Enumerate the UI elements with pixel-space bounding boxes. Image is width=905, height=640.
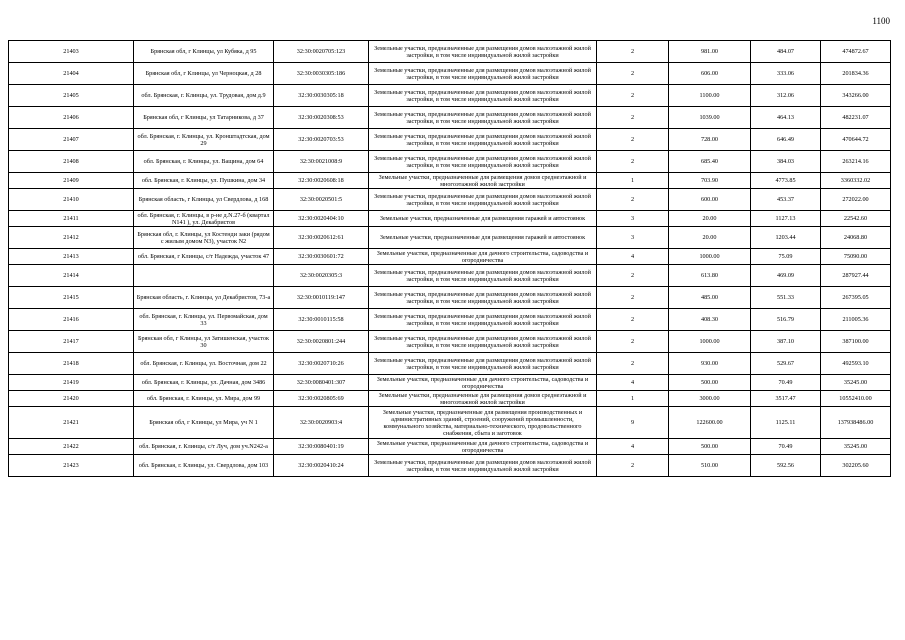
- specific-value-cell: 469.09: [751, 265, 821, 287]
- cadastral-number-cell: 32:30:0020404:10: [274, 211, 369, 227]
- land-use-cell: Земельные участки, предназначенные для размещения домов среднеэтажной и многоэтажной жилой застройки: [369, 173, 597, 189]
- land-use-cell: Земельные участки, предназначенные для размещения домов малоэтажной жилой застройки, в том числе индивидуальной жилой застройки: [369, 107, 597, 129]
- specific-value-cell: 75.09: [751, 249, 821, 265]
- specific-value-cell: 592.56: [751, 455, 821, 477]
- land-use-cell: Земельные участки, предназначенные для размещения домов малоэтажной жилой застройки, в том числе индивидуальной жилой застройки: [369, 41, 597, 63]
- address-cell: обл. Брянская, г. Клинцы, с/т Луч, дом уч.N242-а: [134, 439, 274, 455]
- row-number-cell: 21417: [9, 331, 134, 353]
- specific-value-cell: 646.49: [751, 129, 821, 151]
- row-number-cell: 21409: [9, 173, 134, 189]
- table-row: [9, 211, 891, 227]
- area-cell: 685.40: [669, 151, 751, 173]
- area-cell: 703.90: [669, 173, 751, 189]
- area-cell: 20.00: [669, 227, 751, 249]
- row-number-cell: 21419: [9, 375, 134, 391]
- area-cell: 981.00: [669, 41, 751, 63]
- area-cell: 500.00: [669, 439, 751, 455]
- specific-value-cell: 384.03: [751, 151, 821, 173]
- group-cell: 2: [597, 265, 669, 287]
- land-use-cell: Земельные участки, предназначенные для размещения домов среднеэтажной и многоэтажной жилой застройки: [369, 391, 597, 407]
- cadastral-value-cell: 75090.00: [821, 249, 891, 265]
- table-row: [9, 85, 891, 107]
- cadastral-number-cell: 32:30:0020501:5: [274, 189, 369, 211]
- group-cell: 1: [597, 391, 669, 407]
- cadastral-number-cell: 32:30:0020308:53: [274, 107, 369, 129]
- area-cell: 122600.00: [669, 407, 751, 439]
- group-cell: 1: [597, 173, 669, 189]
- group-cell: 4: [597, 439, 669, 455]
- group-cell: 3: [597, 227, 669, 249]
- land-use-cell: Земельные участки, предназначенные для размещения домов малоэтажной жилой застройки, в том числе индивидуальной жилой застройки: [369, 189, 597, 211]
- address-cell: Брянская обл, г Клинцы, ул Черноцкая, д 28: [134, 63, 274, 85]
- specific-value-cell: 484.07: [751, 41, 821, 63]
- cadastral-number-cell: 32:30:0030305:18: [274, 85, 369, 107]
- address-cell: обл. Брянская, г. Клинцы, ул. Ващина, дом 64: [134, 151, 274, 173]
- table-row: [9, 249, 891, 265]
- address-cell: обл. Брянская, г. Клинцы, ул. Трудовая, дом д.9: [134, 85, 274, 107]
- table-row: [9, 439, 891, 455]
- specific-value-cell: 529.67: [751, 353, 821, 375]
- group-cell: 4: [597, 249, 669, 265]
- specific-value-cell: 333.06: [751, 63, 821, 85]
- cadastral-number-cell: 32:30:0030305:186: [274, 63, 369, 85]
- cadastral-value-cell: 24068.80: [821, 227, 891, 249]
- table-row: [9, 189, 891, 211]
- group-cell: 2: [597, 129, 669, 151]
- table-row: [9, 391, 891, 407]
- specific-value-cell: 4773.85: [751, 173, 821, 189]
- cadastral-value-cell: 272022.00: [821, 189, 891, 211]
- area-cell: 408.30: [669, 309, 751, 331]
- cadastral-value-cell: 3360332.02: [821, 173, 891, 189]
- group-cell: 2: [597, 107, 669, 129]
- land-use-cell: Земельные участки, предназначенные для размещения домов малоэтажной жилой застройки, в том числе индивидуальной жилой застройки: [369, 129, 597, 151]
- group-cell: 3: [597, 211, 669, 227]
- cadastral-value-cell: 387100.00: [821, 331, 891, 353]
- area-cell: 3000.00: [669, 391, 751, 407]
- address-cell: Брянская обл, г Клинцы, ул Затишенская, участок 30: [134, 331, 274, 353]
- address-cell: обл. Брянская, г Клинцы, с/т Надежда, участок 47: [134, 249, 274, 265]
- specific-value-cell: 1125.11: [751, 407, 821, 439]
- land-use-cell: Земельные участки, предназначенные для размещения домов малоэтажной жилой застройки, в том числе индивидуальной жилой застройки: [369, 455, 597, 477]
- cadastral-value-cell: 35245.00: [821, 375, 891, 391]
- cadastral-number-cell: 32:30:0020801:244: [274, 331, 369, 353]
- cadastral-value-cell: 302205.60: [821, 455, 891, 477]
- area-cell: 930.00: [669, 353, 751, 375]
- group-cell: 2: [597, 85, 669, 107]
- row-number-cell: 21408: [9, 151, 134, 173]
- area-cell: 1000.00: [669, 331, 751, 353]
- area-cell: 728.00: [669, 129, 751, 151]
- area-cell: 510.00: [669, 455, 751, 477]
- land-use-cell: Земельные участки, предназначенные для размещения домов малоэтажной жилой застройки, в том числе индивидуальной жилой застройки: [369, 151, 597, 173]
- group-cell: 2: [597, 309, 669, 331]
- land-use-cell: Земельные участки, предназначенные для размещения гаражей и автостоянок: [369, 211, 597, 227]
- cadastral-number-cell: 32:30:0020705:123: [274, 41, 369, 63]
- land-use-cell: Земельные участки, предназначенные для размещения домов малоэтажной жилой застройки, в том числе индивидуальной жилой застройки: [369, 63, 597, 85]
- group-cell: 2: [597, 455, 669, 477]
- cadastral-number-cell: 32:30:0020903:4: [274, 407, 369, 439]
- address-cell: обл. Брянская, г. Клинцы, ул. Восточная, дом 22: [134, 353, 274, 375]
- cadastral-number-cell: 32:30:0020612:61: [274, 227, 369, 249]
- address-cell: Брянская обл, г Клинцы, ул Кубяка, д 95: [134, 41, 274, 63]
- cadastral-number-cell: 32:30:0030601:72: [274, 249, 369, 265]
- address-cell: обл. Брянская, г. Клинцы, ул. Мира, дом 99: [134, 391, 274, 407]
- address-cell: обл. Брянская, г. Клинцы, в р-не д.N.27-б (квартал N141 ), ул. Декабристов: [134, 211, 274, 227]
- cadastral-value-cell: 10552410.00: [821, 391, 891, 407]
- area-cell: 485.00: [669, 287, 751, 309]
- table-row: [9, 407, 891, 439]
- specific-value-cell: 1127.13: [751, 211, 821, 227]
- table-row: [9, 309, 891, 331]
- row-number-cell: 21412: [9, 227, 134, 249]
- land-use-cell: Земельные участки, предназначенные для дачного строительства, садоводства и огородничества: [369, 249, 597, 265]
- address-cell: обл. Брянская, г. Клинцы, ул. Дачная, дом 3486: [134, 375, 274, 391]
- table-row: [9, 41, 891, 63]
- cadastral-value-cell: 137938486.00: [821, 407, 891, 439]
- table-row: [9, 173, 891, 189]
- specific-value-cell: 1203.44: [751, 227, 821, 249]
- row-number-cell: 21405: [9, 85, 134, 107]
- area-cell: 20.00: [669, 211, 751, 227]
- row-number-cell: 21403: [9, 41, 134, 63]
- row-number-cell: 21421: [9, 407, 134, 439]
- land-use-cell: Земельные участки, предназначенные для размещения гаражей и автостоянок: [369, 227, 597, 249]
- group-cell: 2: [597, 287, 669, 309]
- row-number-cell: 21418: [9, 353, 134, 375]
- cadastral-number-cell: 32:30:0020805:69: [274, 391, 369, 407]
- address-cell: обл. Брянская, г. Клинцы, ул. Свердлова, дом 103: [134, 455, 274, 477]
- cadastral-value-cell: 263214.16: [821, 151, 891, 173]
- address-cell: Брянская область, г Клинцы, ул Свердлова, д 168: [134, 189, 274, 211]
- address-cell: Брянская обл, г Клинцы, ул Мира, уч N 1: [134, 407, 274, 439]
- row-number-cell: 21422: [9, 439, 134, 455]
- specific-value-cell: 3517.47: [751, 391, 821, 407]
- row-number-cell: 21404: [9, 63, 134, 85]
- cadastral-value-cell: 287927.44: [821, 265, 891, 287]
- land-use-cell: Земельные участки, предназначенные для размещения производственных и административных зданий, строений, сооружений промышленности, коммунального хозяйства, материально-технического, продовольственного снабжения, сбыта и заготовок: [369, 407, 597, 439]
- table-row: [9, 265, 891, 287]
- row-number-cell: 21420: [9, 391, 134, 407]
- cadastral-value-cell: 35245.00: [821, 439, 891, 455]
- specific-value-cell: 551.33: [751, 287, 821, 309]
- cadastral-value-cell: 343266.00: [821, 85, 891, 107]
- area-cell: 600.00: [669, 189, 751, 211]
- row-number-cell: 21410: [9, 189, 134, 211]
- cadastral-value-cell: 267395.05: [821, 287, 891, 309]
- area-cell: 606.00: [669, 63, 751, 85]
- table-row: [9, 331, 891, 353]
- land-use-cell: Земельные участки, предназначенные для размещения домов малоэтажной жилой застройки, в том числе индивидуальной жилой застройки: [369, 331, 597, 353]
- specific-value-cell: 453.37: [751, 189, 821, 211]
- table-row: [9, 63, 891, 85]
- address-cell: Брянская обл, г. Клинцы, ул Костенди заки (рядом с жилым домом N3), участок N2: [134, 227, 274, 249]
- specific-value-cell: 516.79: [751, 309, 821, 331]
- specific-value-cell: 312.06: [751, 85, 821, 107]
- group-cell: 2: [597, 151, 669, 173]
- page-number: 1100: [872, 16, 890, 26]
- land-use-cell: Земельные участки, предназначенные для дачного строительства, садоводства и огородничества: [369, 439, 597, 455]
- group-cell: 9: [597, 407, 669, 439]
- land-use-cell: Земельные участки, предназначенные для размещения домов малоэтажной жилой застройки, в том числе индивидуальной жилой застройки: [369, 309, 597, 331]
- land-use-cell: Земельные участки, предназначенные для дачного строительства, садоводства и огородничества: [369, 375, 597, 391]
- table-row: [9, 129, 891, 151]
- area-cell: 613.80: [669, 265, 751, 287]
- cadastral-number-cell: 32:30:0021008:9: [274, 151, 369, 173]
- row-number-cell: 21414: [9, 265, 134, 287]
- specific-value-cell: 70.49: [751, 375, 821, 391]
- row-number-cell: 21423: [9, 455, 134, 477]
- row-number-cell: 21407: [9, 129, 134, 151]
- address-cell: обл. Брянская, г. Клинцы, ул. Кронштадтская, дом 29: [134, 129, 274, 151]
- land-use-cell: Земельные участки, предназначенные для размещения домов малоэтажной жилой застройки, в том числе индивидуальной жилой застройки: [369, 85, 597, 107]
- group-cell: 2: [597, 353, 669, 375]
- land-use-cell: Земельные участки, предназначенные для размещения домов малоэтажной жилой застройки, в том числе индивидуальной жилой застройки: [369, 265, 597, 287]
- address-cell: [134, 265, 274, 287]
- row-number-cell: 21411: [9, 211, 134, 227]
- group-cell: 4: [597, 375, 669, 391]
- cadastral-number-cell: 32:30:0010115:58: [274, 309, 369, 331]
- table-row: [9, 455, 891, 477]
- area-cell: 1100.00: [669, 85, 751, 107]
- group-cell: 2: [597, 189, 669, 211]
- cadastral-number-cell: 32:30:0020608:18: [274, 173, 369, 189]
- cadastral-number-cell: 32:30:0080401:19: [274, 439, 369, 455]
- cadastral-value-table: [8, 40, 891, 477]
- specific-value-cell: 387.10: [751, 331, 821, 353]
- cadastral-value-cell: 492593.10: [821, 353, 891, 375]
- address-cell: обл. Брянская, г. Клинцы, ул. Пушкина, дом 34: [134, 173, 274, 189]
- address-cell: обл. Брянская, г. Клинцы, ул. Первомайская, дом 33: [134, 309, 274, 331]
- cadastral-number-cell: 32:30:0020703:53: [274, 129, 369, 151]
- table-row: [9, 375, 891, 391]
- address-cell: Брянская обл, г Клинцы, ул Татарникова, д 37: [134, 107, 274, 129]
- row-number-cell: 21406: [9, 107, 134, 129]
- row-number-cell: 21415: [9, 287, 134, 309]
- group-cell: 2: [597, 63, 669, 85]
- area-cell: 1039.00: [669, 107, 751, 129]
- table-row: [9, 151, 891, 173]
- group-cell: 2: [597, 41, 669, 63]
- table-row: [9, 227, 891, 249]
- area-cell: 1000.00: [669, 249, 751, 265]
- cadastral-number-cell: 32:30:0080401:307: [274, 375, 369, 391]
- area-cell: 500.00: [669, 375, 751, 391]
- cadastral-number-cell: 32:30:0020305:3: [274, 265, 369, 287]
- cadastral-value-cell: 22542.60: [821, 211, 891, 227]
- land-use-cell: Земельные участки, предназначенные для размещения домов малоэтажной жилой застройки, в том числе индивидуальной жилой застройки: [369, 353, 597, 375]
- land-use-cell: Земельные участки, предназначенные для размещения домов малоэтажной жилой застройки, в том числе индивидуальной жилой застройки: [369, 287, 597, 309]
- cadastral-value-cell: 211005.36: [821, 309, 891, 331]
- row-number-cell: 21413: [9, 249, 134, 265]
- address-cell: Брянская область, г. Клинцы, ул Декабристов, 73-а: [134, 287, 274, 309]
- cadastral-number-cell: 32:30:0010119:147: [274, 287, 369, 309]
- specific-value-cell: 464.13: [751, 107, 821, 129]
- cadastral-number-cell: 32:30:0020410:24: [274, 455, 369, 477]
- cadastral-value-cell: 482231.07: [821, 107, 891, 129]
- table-row: [9, 287, 891, 309]
- cadastral-number-cell: 32:30:0020710:26: [274, 353, 369, 375]
- table-row: [9, 353, 891, 375]
- cadastral-value-cell: 201834.36: [821, 63, 891, 85]
- table-row: [9, 107, 891, 129]
- cadastral-value-cell: 470644.72: [821, 129, 891, 151]
- specific-value-cell: 70.49: [751, 439, 821, 455]
- row-number-cell: 21416: [9, 309, 134, 331]
- cadastral-value-cell: 474872.67: [821, 41, 891, 63]
- group-cell: 2: [597, 331, 669, 353]
